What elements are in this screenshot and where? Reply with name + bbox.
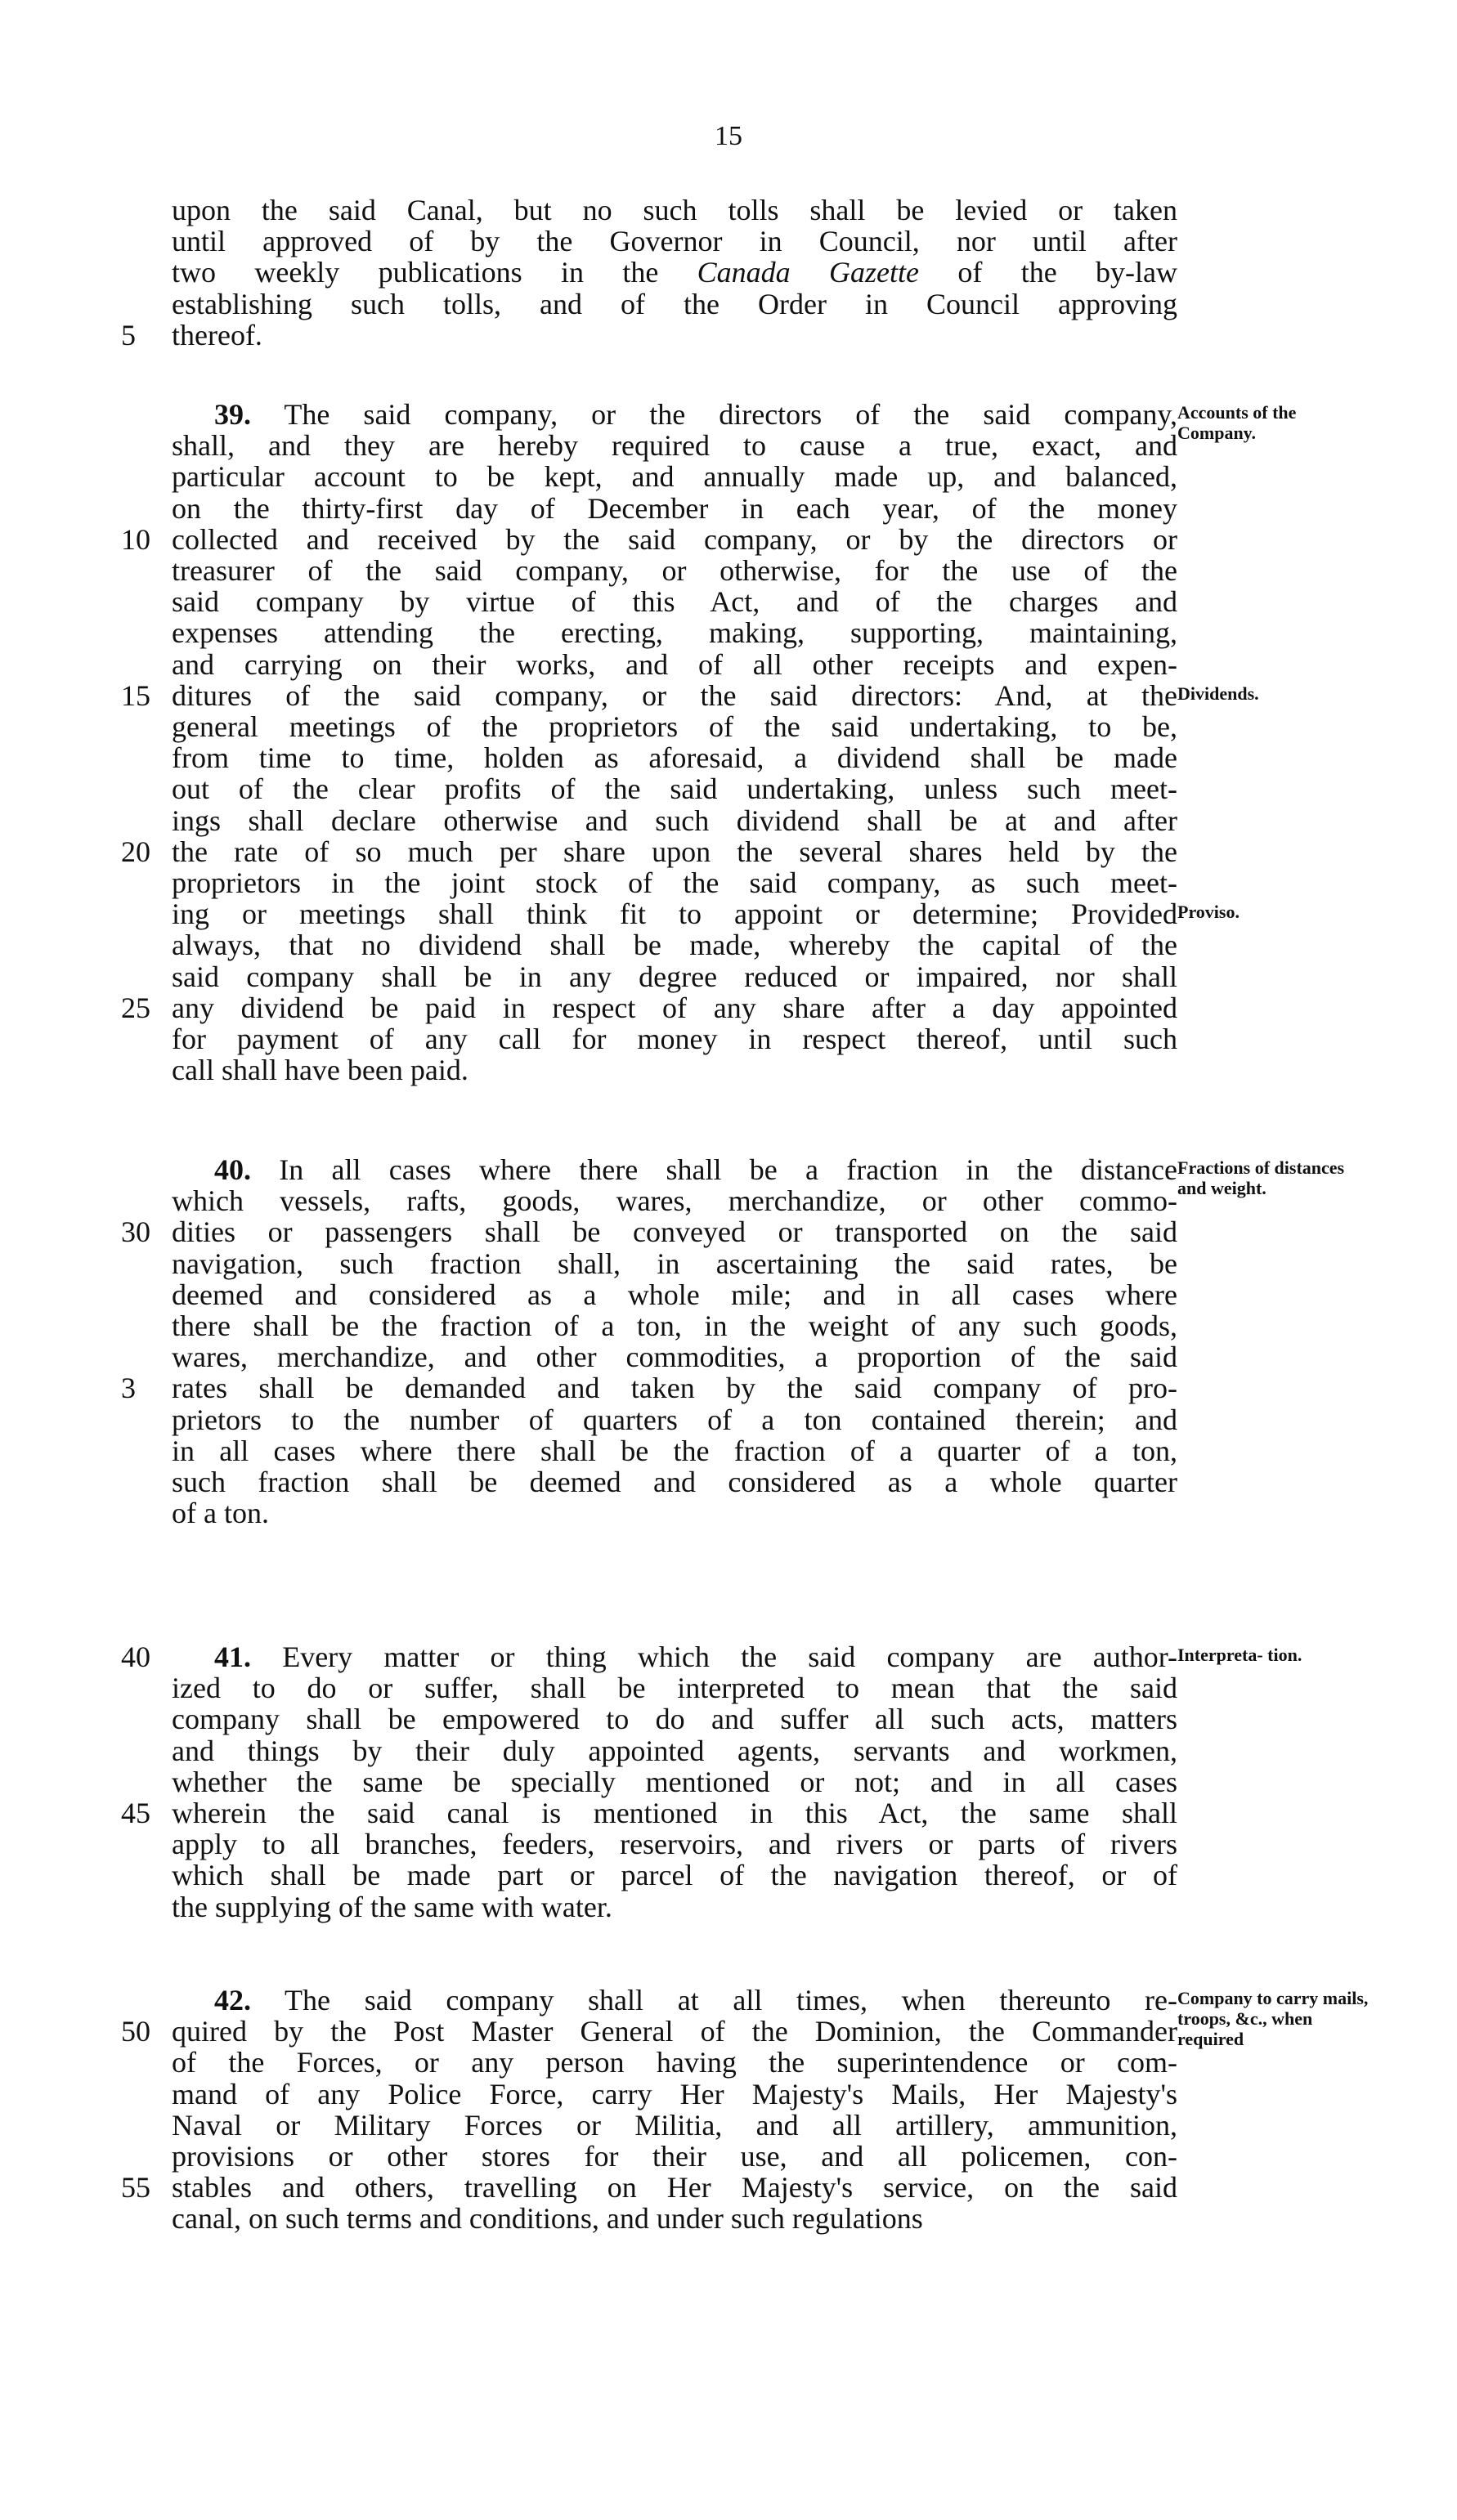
line-number: 55: [121, 2171, 150, 2204]
line-body: general meetings of the proprietors of the said undertaking, to be,: [172, 710, 1177, 743]
line-body: which shall be made part or parcel of the navigation thereof, or of: [172, 1859, 1177, 1892]
text-line: [0, 961, 1457, 992]
line-body: ings shall declare otherwise and such dividend shall be at and after: [172, 803, 1177, 837]
text-line: [0, 1860, 1457, 1891]
line-body: treasurer of the said company, or otherwise, for the use of the: [172, 554, 1177, 587]
margin-note: Dividends.: [1177, 683, 1259, 704]
line-body: canal, on such terms and conditions, and under such regulations: [172, 2202, 923, 2236]
line-body: rates shall be demanded and taken by the said company of pro-: [172, 1372, 1177, 1405]
text-line: [0, 1023, 1457, 1054]
line-body: The said company shall at all times, when thereunto re-: [285, 1984, 1177, 2016]
line-text: [172, 929, 1177, 960]
text-line: [0, 2110, 1457, 2141]
line-body: shall, and they are hereby required to cause a true, exact, and: [172, 429, 1177, 463]
line-text: [172, 1404, 1177, 1435]
text-line: [0, 1435, 1457, 1466]
line-body: from time to time, holden as aforesaid, a dividend shall be made: [172, 741, 1177, 775]
line-body: and carrying on their works, and of all other receipts and expen-: [172, 647, 1177, 681]
line-text: [172, 649, 1177, 680]
line-number: 25: [121, 991, 150, 1024]
margin-note: Interpreta- tion.: [1177, 1645, 1302, 1665]
line-text: [172, 2172, 1177, 2203]
line-number: 40: [121, 1640, 150, 1673]
text-line: [0, 2203, 1457, 2234]
line-text: [172, 1216, 1177, 1247]
text-line: [0, 1735, 1457, 1766]
section-number: 41.: [214, 1640, 251, 1673]
line-body: navigation, such fraction shall, in ascertaining the said rates, be: [172, 1247, 1177, 1280]
line-text: [172, 1310, 1177, 1341]
line-body: whether the same be specially mentioned or not; and in all cases: [172, 1765, 1177, 1798]
line-number: 5: [121, 318, 136, 351]
line-text: [172, 898, 1177, 929]
line-text: [172, 1828, 1177, 1860]
line-text: [172, 2079, 1177, 2110]
line-text: [172, 1466, 1177, 1497]
margin-note: Company to carry mails, troops, &c., when required: [1177, 1988, 1369, 2049]
text-line: [0, 773, 1457, 804]
line-text: [172, 836, 1177, 867]
line-text: [172, 961, 1177, 992]
text-line: [0, 493, 1457, 524]
line-text: [172, 289, 1177, 320]
margin-note: Proviso.: [1177, 902, 1240, 923]
line-number: 30: [121, 1215, 150, 1249]
line-text: [172, 680, 1177, 711]
line-text: [172, 742, 1177, 773]
text-line: [0, 2047, 1457, 2078]
line-text: [172, 2141, 1177, 2172]
line-body: quired by the Post Master General of the Dominion, the Commander: [172, 2015, 1177, 2048]
line-body: prietors to the number of quarters of a ton contained therein; and: [172, 1403, 1177, 1436]
line-body: ized to do or suffer, shall be interpreted to mean that the said: [172, 1672, 1177, 1705]
line-number: 3: [121, 1372, 136, 1405]
line-body: In all cases where there shall be a fraction in the distance: [279, 1153, 1177, 1186]
text-line: [0, 257, 1457, 288]
line-body: apply to all branches, feeders, reservoirs, and rivers or parts of rivers: [172, 1828, 1177, 1861]
text-line: [0, 555, 1457, 586]
text-line: [0, 649, 1457, 680]
line-text: [214, 1154, 1177, 1185]
text-line: [0, 1216, 1457, 1247]
line-text: [172, 1248, 1177, 1279]
line-body: mand of any Police Force, carry Her Majesty's Mails, Her Majesty's: [172, 2077, 1177, 2110]
line-text: [172, 555, 1177, 586]
text-line: [0, 1341, 1457, 1372]
line-text: [172, 992, 1177, 1023]
text-line: [0, 742, 1457, 773]
line-body: on the thirty-first day of December in each year, of the money: [172, 491, 1177, 525]
text-line: [0, 929, 1457, 960]
line-text: [172, 430, 1177, 461]
text-line: [0, 195, 1457, 226]
line-text: [214, 399, 1177, 430]
line-text: [172, 586, 1177, 617]
line-text: [214, 1641, 1177, 1672]
line-body: the rate of so much per share upon the several shares held by the: [172, 835, 1177, 868]
line-text: [172, 1372, 1177, 1403]
line-text: [172, 1023, 1177, 1054]
line-text: [172, 1185, 1177, 1216]
section-number: 40.: [214, 1153, 251, 1186]
line-body: establishing such tolls, and of the Order in Council approving: [172, 287, 1177, 320]
line-body: said company by virtue of this Act, and of the charges and: [172, 585, 1177, 619]
text-line: [0, 1703, 1457, 1734]
text-line: [0, 1372, 1457, 1403]
text-line: [0, 1497, 1457, 1529]
line-text: [172, 493, 1177, 524]
text-line: [0, 617, 1457, 648]
line-text: [172, 195, 1177, 226]
line-number: 45: [121, 1797, 150, 1829]
line-body: call shall have been paid.: [172, 1054, 468, 1087]
line-text: [172, 867, 1177, 898]
line-text: [172, 773, 1177, 804]
line-body: stables and others, travelling on Her Majesty's service, on the said: [172, 2171, 1177, 2204]
line-number: 20: [121, 835, 150, 868]
line-body: any dividend be paid in respect of any share after a day appointed: [172, 991, 1177, 1024]
line-number: 10: [121, 522, 150, 556]
line-text: [172, 1860, 1177, 1891]
text-line: [0, 1672, 1457, 1703]
margin-note: Fractions of distances and weight.: [1177, 1157, 1345, 1198]
line-body: two weekly publications in the Canada Gazette of the by-law: [172, 256, 1178, 289]
line-text: [172, 2203, 1177, 2234]
line-body: out of the clear profits of the said undertaking, unless such meet-: [172, 772, 1177, 806]
text-line: [0, 1248, 1457, 1279]
line-text: [172, 2047, 1177, 2078]
line-text: [172, 2016, 1177, 2047]
text-line: [0, 320, 1457, 351]
text-line: [0, 2079, 1457, 2110]
line-text: [172, 2110, 1177, 2141]
line-number: 50: [121, 2015, 150, 2048]
line-text: [172, 461, 1177, 492]
line-text: [172, 524, 1177, 555]
line-body: upon the said Canal, but no such tolls shall be levied or taken: [172, 194, 1177, 226]
text-line: [0, 1797, 1457, 1828]
text-line: [0, 1310, 1457, 1341]
line-body: for payment of any call for money in respect thereof, until such: [172, 1023, 1177, 1055]
line-body: always, that no dividend shall be made, whereby the capital of the: [172, 929, 1177, 962]
line-text: [172, 805, 1177, 836]
text-line: [0, 524, 1457, 555]
line-text: [172, 1497, 1177, 1529]
line-body: ing or meetings shall think fit to appoint or determine; Provided: [172, 897, 1177, 931]
line-text: [172, 1703, 1177, 1734]
text-line: [0, 1828, 1457, 1860]
line-body: Naval or Military Forces or Militia, and all artillery, ammunition,: [172, 2108, 1177, 2142]
line-text: [172, 257, 1177, 288]
line-body: dities or passengers shall be conveyed or transported on the said: [172, 1215, 1177, 1249]
text-line: [0, 1054, 1457, 1085]
line-text: [172, 711, 1177, 742]
line-text: [172, 1735, 1177, 1766]
text-line: [0, 836, 1457, 867]
text-line: [0, 1466, 1457, 1497]
line-text: [172, 1341, 1177, 1372]
text-line: [0, 1279, 1457, 1310]
text-line: [0, 805, 1457, 836]
line-body: and things by their duly appointed agents, servants and workmen,: [172, 1734, 1177, 1767]
line-body: wares, merchandize, and other commodities, a proportion of the said: [172, 1341, 1177, 1374]
line-body: expenses attending the erecting, making, supporting, maintaining,: [172, 616, 1177, 650]
line-text: [172, 1435, 1177, 1466]
text-line: [0, 711, 1457, 742]
line-text: [172, 617, 1177, 648]
text-line: [0, 2172, 1457, 2203]
line-body: Every matter or thing which the said company are author-: [282, 1640, 1177, 1673]
margin-note: Accounts of the Company.: [1177, 402, 1297, 443]
text-line: [0, 586, 1457, 617]
text-line: [0, 867, 1457, 898]
text-line: [0, 226, 1457, 257]
line-text: [172, 1766, 1177, 1797]
line-text: [172, 1797, 1177, 1828]
line-text: [172, 1054, 1177, 1085]
text-line: [0, 1404, 1457, 1435]
line-body: such fraction shall be deemed and considered as a whole quarter: [172, 1466, 1177, 1498]
section-number: 42.: [214, 1984, 251, 2016]
line-body: deemed and considered as a whole mile; and in all cases where: [172, 1278, 1177, 1311]
section-number: 39.: [214, 398, 251, 431]
line-body: the supplying of the same with water.: [172, 1890, 612, 1923]
line-body: wherein the said canal is mentioned in this Act, the same shall: [172, 1797, 1177, 1829]
line-body: of the Forces, or any person having the superintendence or com-: [172, 2046, 1177, 2079]
line-body: particular account to be kept, and annually made up, and balanced,: [172, 460, 1177, 494]
text-line: [0, 992, 1457, 1023]
line-body: company shall be empowered to do and suffer all such acts, matters: [172, 1703, 1177, 1736]
line-text: [172, 1891, 1177, 1922]
line-text: [172, 1672, 1177, 1703]
text-line: [0, 1766, 1457, 1797]
line-text: [172, 1279, 1177, 1310]
text-line: [0, 289, 1457, 320]
line-body: said company shall be in any degree reduced or impaired, nor shall: [172, 960, 1177, 993]
line-text: [172, 320, 1177, 351]
line-body: until approved of by the Governor in Council, nor until after: [172, 225, 1177, 258]
line-body: ditures of the said company, or the said directors: And, at the: [172, 678, 1177, 712]
text-line: [0, 461, 1457, 492]
line-text: [214, 1985, 1177, 2016]
line-body: of a ton.: [172, 1497, 269, 1530]
line-body: collected and received by the said company, or by the directors or: [172, 522, 1177, 556]
line-body: The said company, or the directors of the said company,: [284, 398, 1177, 431]
line-body: thereof.: [172, 318, 262, 351]
page-number: 15: [715, 121, 742, 151]
line-text: [172, 226, 1177, 257]
line-body: which vessels, rafts, goods, wares, merchandize, or other commo-: [172, 1184, 1177, 1218]
line-body: provisions or other stores for their use, and all policemen, con-: [172, 2140, 1177, 2173]
line-body: in all cases where there shall be the fraction of a quarter of a ton,: [172, 1434, 1177, 1467]
text-line: [0, 2141, 1457, 2172]
text-line: [0, 1891, 1457, 1922]
line-body: proprietors in the joint stock of the said company, as such meet-: [172, 866, 1177, 899]
line-number: 15: [121, 678, 150, 712]
line-body: there shall be the fraction of a ton, in the weight of any such goods,: [172, 1309, 1177, 1342]
